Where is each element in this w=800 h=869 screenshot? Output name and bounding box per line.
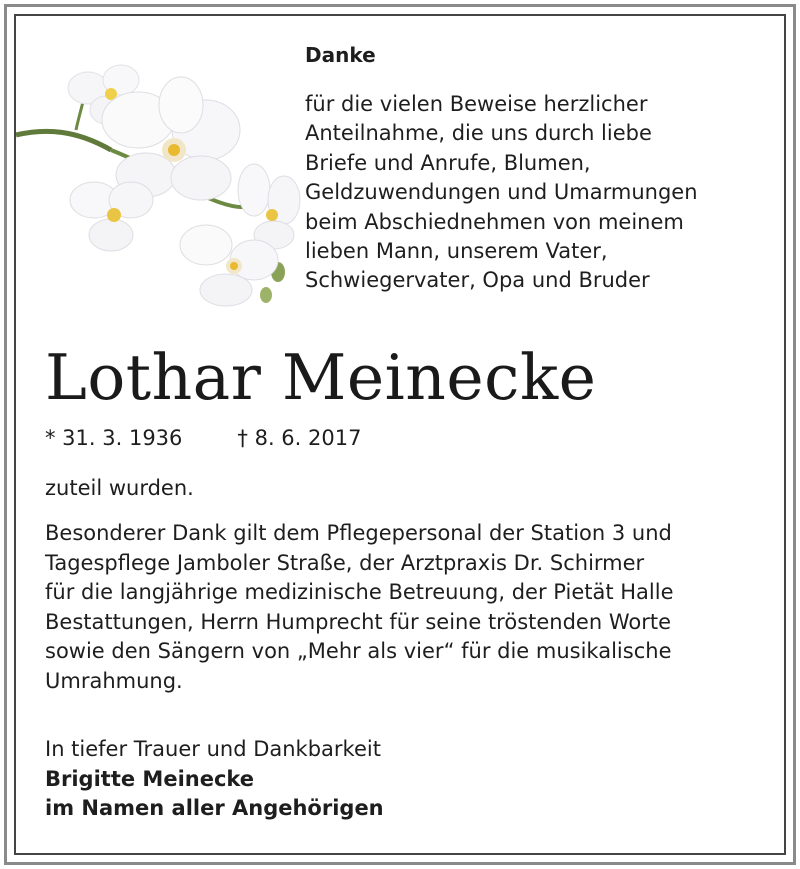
thanks-line: für die vielen Beweise herzlicher	[305, 92, 648, 116]
thanks-line: beim Abschiednehmen von meinem	[305, 209, 684, 234]
acknowledgement-text	[45, 519, 674, 697]
signer-name: Brigitte Meinecke	[45, 766, 255, 791]
thanks-heading: Danke	[305, 43, 376, 67]
thanks-text	[305, 90, 775, 296]
birth-date: * 31. 3. 1936	[45, 426, 183, 450]
deceased-name: Lothar Meinecke	[45, 341, 597, 414]
thanks-line: lieben Mann, unserem Vater,	[305, 239, 608, 264]
orchid-image	[16, 50, 306, 310]
body-line: Besonderer Dank gilt dem Pflegepersonal der Station 3 und	[45, 521, 672, 545]
continuation-text: zuteil wurden.	[45, 476, 194, 500]
thanks-line: Schwiegervater, Opa und Bruder	[305, 268, 650, 293]
closing-block	[45, 735, 384, 824]
thanks-line: Geldzuwendungen und Umarmungen	[305, 180, 698, 205]
body-line: Umrahmung.	[45, 668, 183, 693]
body-line: Tagespflege Jamboler Straße, der Arztpraxis Dr. Schirmer	[45, 550, 645, 575]
signer-behalf: im Namen aller Angehörigen	[45, 796, 384, 821]
body-line: für die langjährige medizinische Betreuung, der Pietät Halle	[45, 580, 674, 605]
thanks-line: Anteilnahme, die uns durch liebe	[305, 121, 652, 146]
life-dates	[45, 424, 361, 452]
thanks-line: Briefe und Anrufe, Blumen,	[305, 150, 591, 175]
body-line: sowie den Sängern von „Mehr als vier“ für die musikalische	[45, 639, 672, 664]
closing-line: In tiefer Trauer und Dankbarkeit	[45, 737, 381, 761]
body-line: Bestattungen, Herrn Humprecht für seine tröstenden Worte	[45, 609, 672, 634]
death-date: † 8. 6. 2017	[237, 426, 362, 450]
